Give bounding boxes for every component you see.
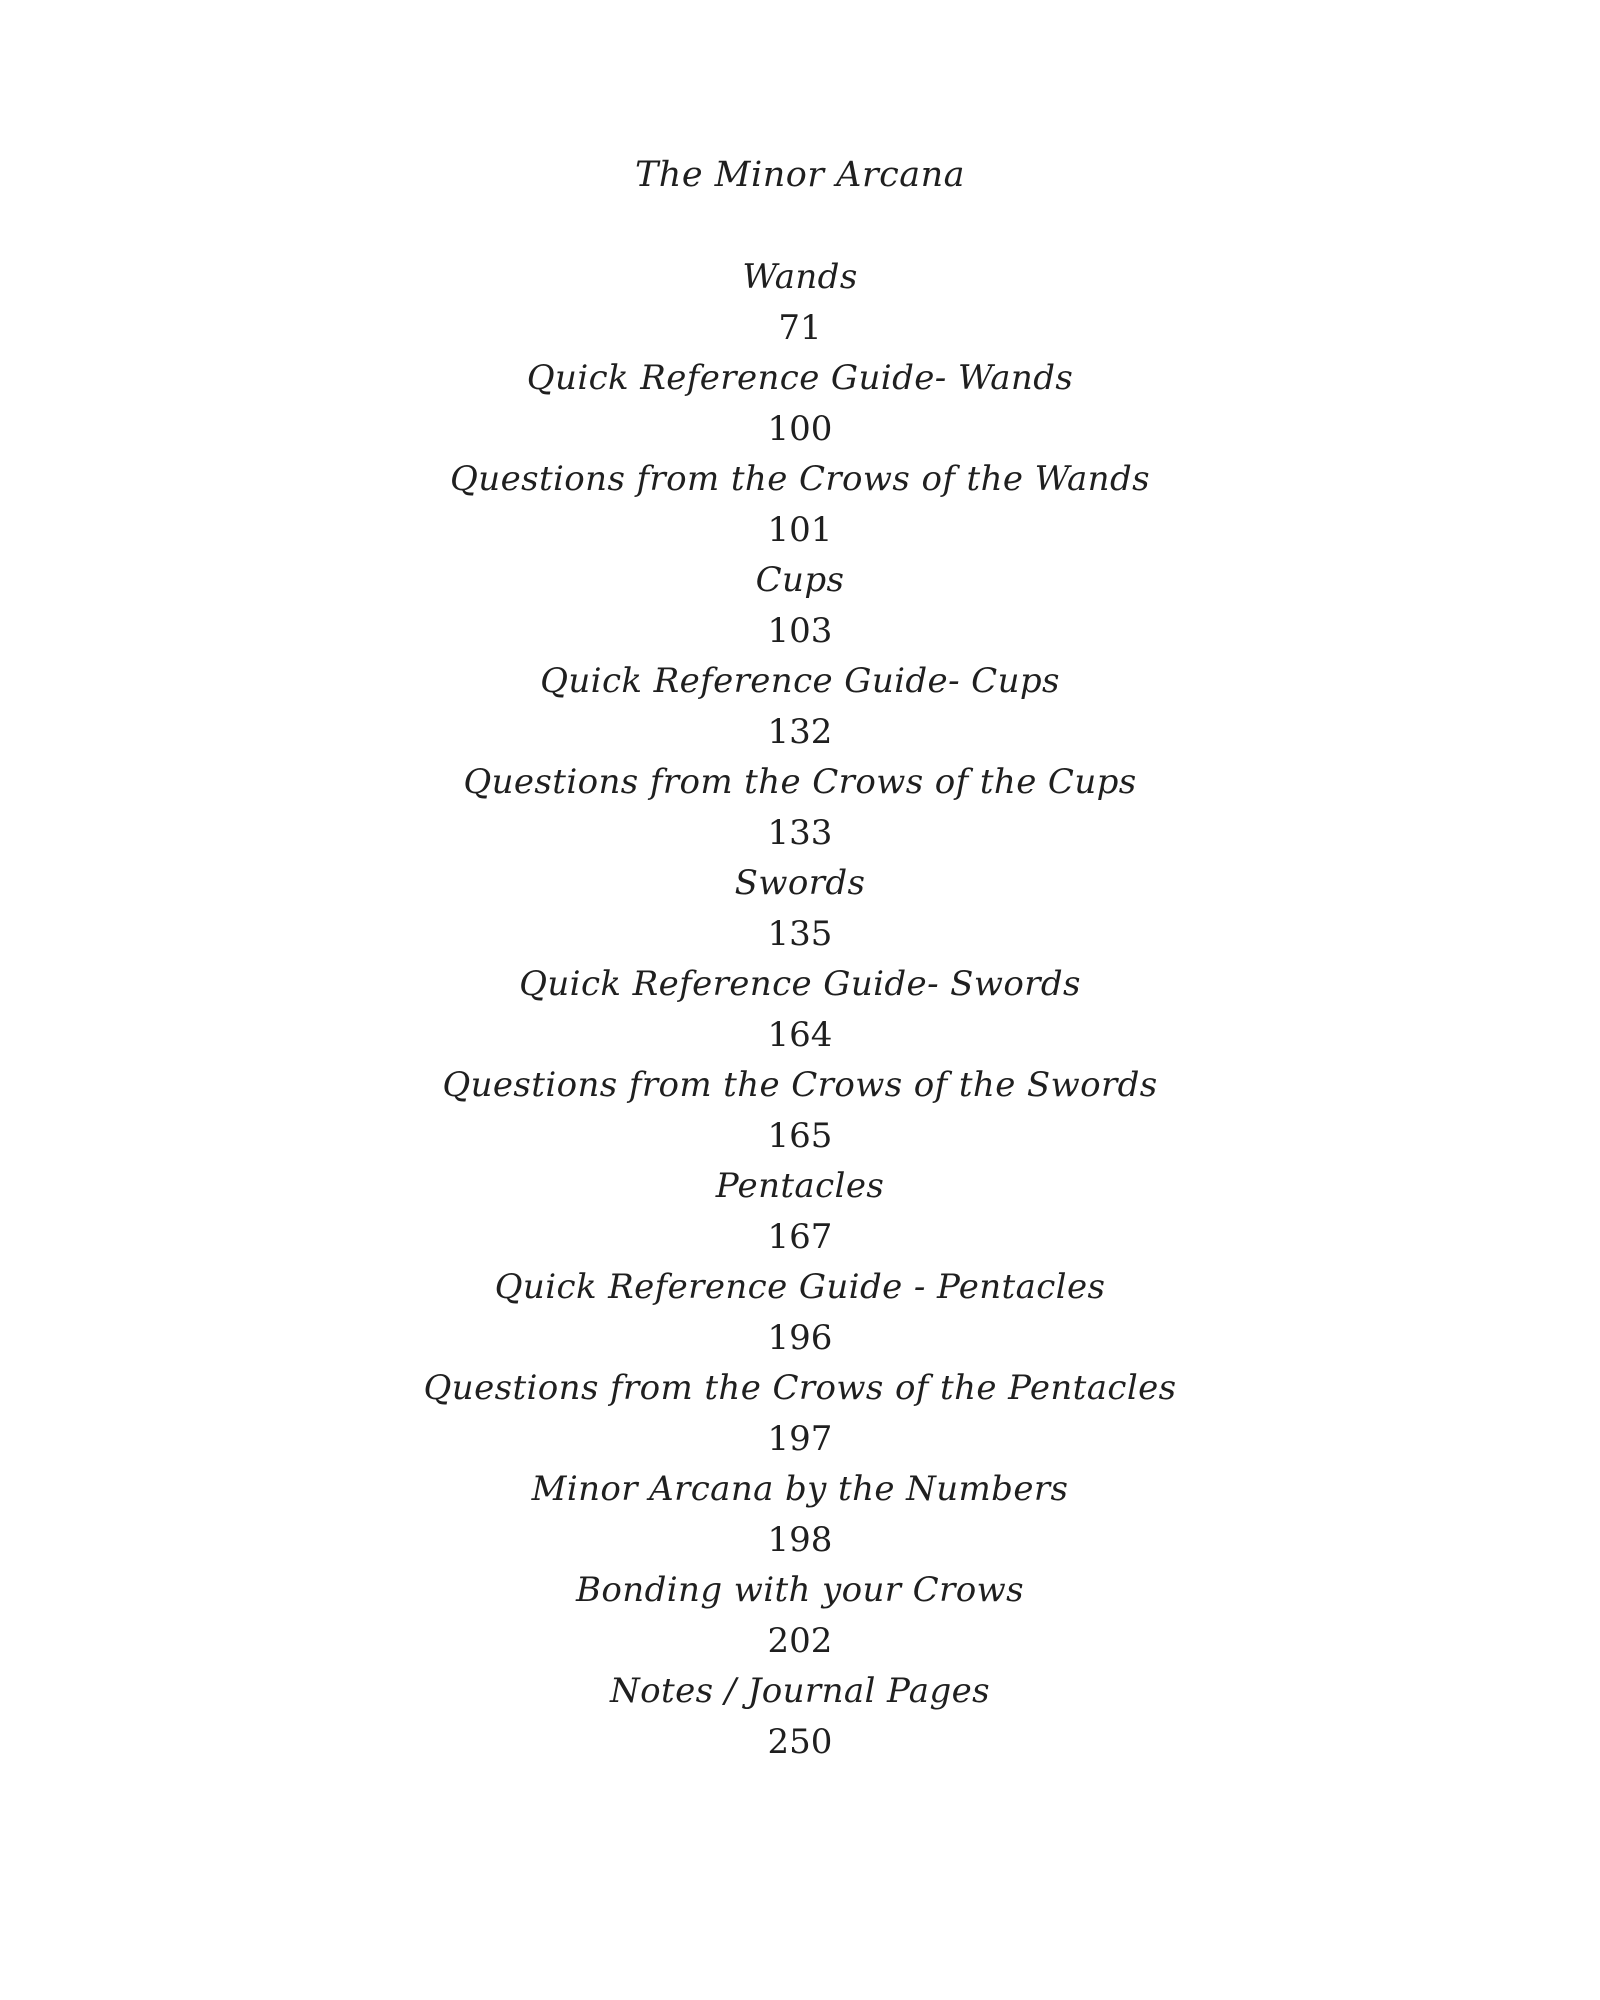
section-title: The Minor Arcana [634,155,966,195]
toc-entry-label: Pentacles [715,1166,885,1206]
toc-entry-label: Quick Reference Guide- Wands [526,358,1074,398]
toc-entry-page: 167 [767,1216,833,1257]
toc-entry-label: Cups [755,560,845,600]
toc-entry-page: 132 [767,711,833,752]
toc-entry-label: Questions from the Crows of the Pentacles [423,1368,1177,1408]
toc-entry-page: 165 [767,1115,833,1156]
toc-entry-page: 202 [767,1620,833,1661]
toc-entry-page: 164 [767,1014,833,1055]
toc-entry-label: Questions from the Crows of the Cups [463,762,1137,802]
toc-entry-page: 197 [767,1418,833,1459]
toc-entry-page: 101 [767,509,833,550]
toc-entry-label: Wands [742,257,858,297]
toc-entry-page: 250 [767,1721,833,1762]
toc-entry-page: 135 [767,913,833,954]
toc-entry-label: Notes / Journal Pages [610,1671,990,1711]
toc-entry-page: 198 [767,1519,833,1560]
toc-entry-label: Swords [734,863,866,903]
table-of-contents [0,252,1600,1767]
toc-entry-label: Quick Reference Guide - Pentacles [494,1267,1106,1307]
toc-entry-label: Quick Reference Guide- Cups [540,661,1060,701]
toc-entry-page: 100 [767,408,833,449]
toc-entry-label: Questions from the Crows of the Swords [442,1065,1158,1105]
toc-entry-label: Questions from the Crows of the Wands [450,459,1150,499]
toc-entry-page: 71 [778,307,822,348]
toc-entry-label: Bonding with your Crows [576,1570,1024,1610]
toc-entry-page: 103 [767,610,833,651]
toc-entry-page: 133 [767,812,833,853]
toc-entry-label: Minor Arcana by the Numbers [531,1469,1069,1509]
toc-entry-page: 196 [767,1317,833,1358]
toc-entry-label: Quick Reference Guide- Swords [519,964,1081,1004]
